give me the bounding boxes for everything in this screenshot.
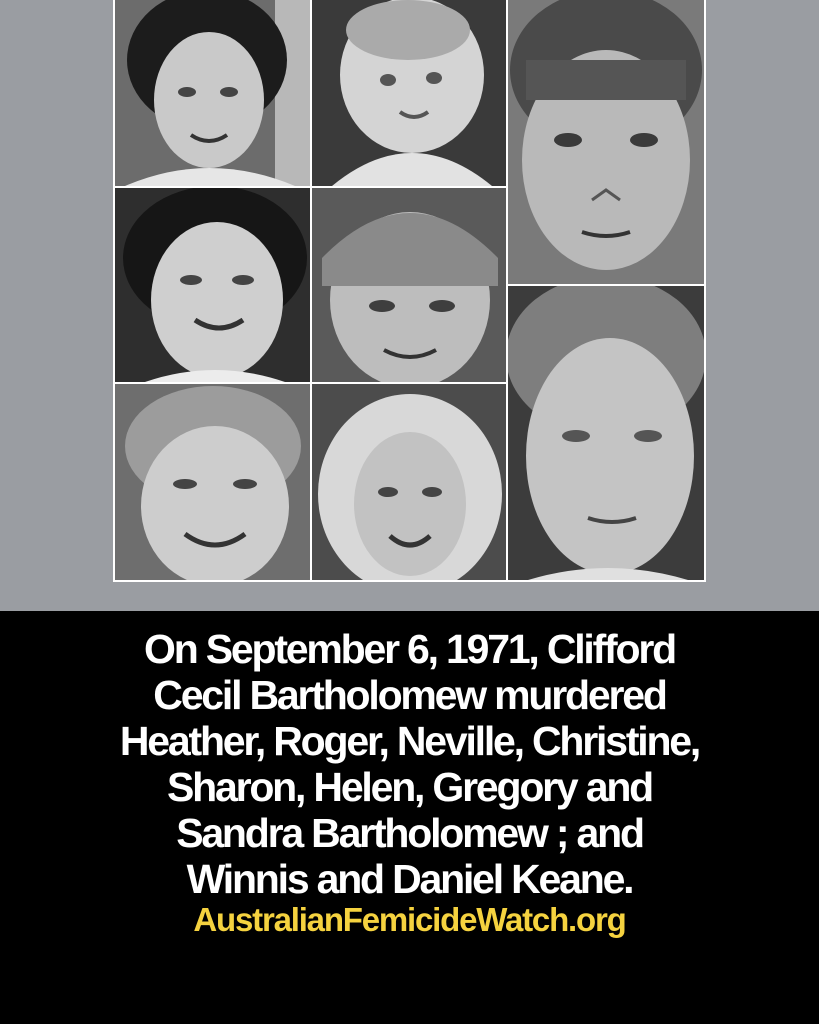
portrait-young-woman-fringe	[508, 0, 704, 284]
portrait-girl-blonde	[312, 384, 506, 580]
portrait-young-woman-freckles	[508, 286, 704, 580]
caption-line: On September 6, 1971, Clifford	[144, 626, 675, 672]
website-url: AustralianFemicideWatch.org	[193, 901, 626, 938]
caption-line: Cecil Bartholomew murdered	[153, 672, 666, 718]
caption-line: Sharon, Helen, Gregory and	[166, 764, 653, 810]
portrait-baby	[312, 0, 506, 186]
caption-line: Sandra Bartholomew ; and	[176, 810, 643, 856]
portrait-woman-dark-hair	[115, 0, 310, 186]
portrait-teen-girl-dark-hair	[115, 188, 310, 382]
caption-line: Winnis and Daniel Keane.	[186, 856, 633, 902]
caption-panel	[0, 611, 819, 1024]
caption-line: Heather, Roger, Neville, Christine,	[119, 718, 700, 764]
portrait-boy-smiling	[115, 384, 310, 580]
portrait-boy-fringe	[312, 188, 506, 382]
photo-collage	[113, 0, 706, 582]
memorial-caption	[20, 626, 799, 902]
